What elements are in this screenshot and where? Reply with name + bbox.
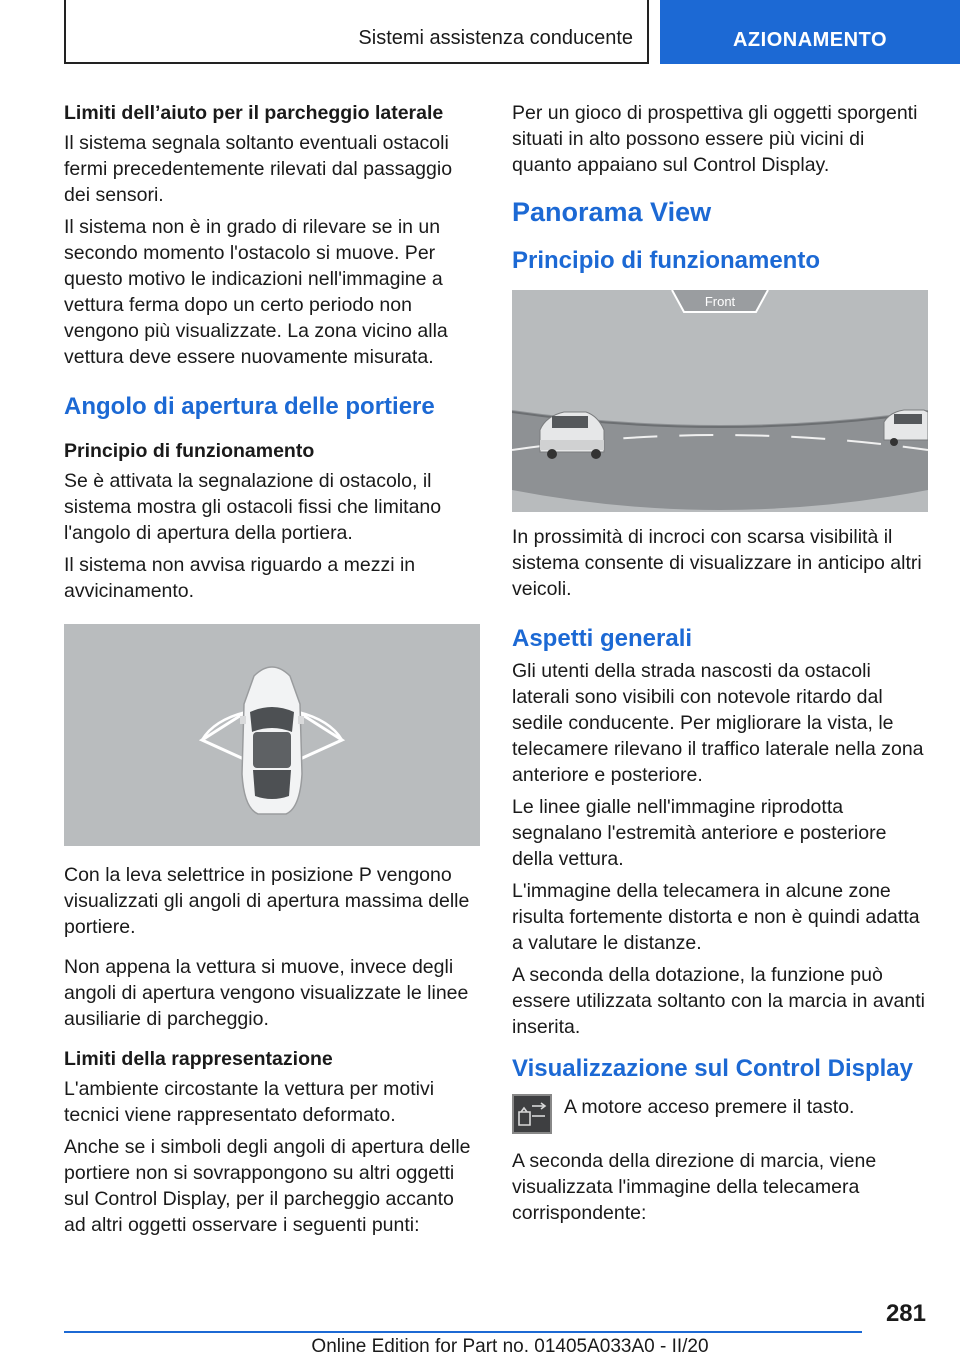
heading-angolo-apertura: Angolo di apertura delle portiere <box>64 393 435 420</box>
paragraph: In prossimità di incroci con scarsa visibilità il sistema consente di visualizzare in anticipo altri veicoli. <box>512 526 922 600</box>
paragraph: Per un gioco di prospettiva gli oggetti sporgenti situati in alto possono essere più vicini di quanto appaiano sul Control Display. <box>512 102 918 176</box>
paragraph: Gli utenti della strada nascosti da ostacoli laterali sono visibili con notevole ritardo dal sedile conducente. Per migliorare la vista, le telecamere rilevano il traffico laterale nella zona anteriore e posteriore. <box>512 660 924 786</box>
right-column <box>512 100 928 1232</box>
paragraph: Con la leva selettrice in posizione P vengono visualizzati gli angoli di apertura massima delle portiere. <box>64 864 470 938</box>
heading-panorama-view: Panorama View <box>512 197 712 227</box>
heading-principio-funzionamento: Principio di funzionamento <box>64 440 315 462</box>
button-instruction-row <box>512 1094 928 1134</box>
footer-divider <box>64 1331 862 1333</box>
panorama-view-button-icon <box>512 1094 552 1134</box>
paragraph: Le linee gialle nell'immagine riprodotta segnalano l'estremità anteriore e posteriore della vettura. <box>512 796 887 870</box>
heading-aspetti-generali: Aspetti generali <box>512 625 693 652</box>
paragraph: Anche se i simboli degli angoli di apertura delle portiere non si sovrappongono su altri oggetti sul Control Display, per il parcheggio accanto ad altri oggetti osservare i seguenti punti: <box>64 1136 471 1236</box>
paragraph: Non appena la vettura si muove, invece degli angoli di apertura vengono visualizzate le linee ausiliarie di parcheggio. <box>64 956 469 1030</box>
header-section-title-box <box>64 0 649 64</box>
paragraph: Il sistema non è in grado di rilevare se in un secondo momento l'ostacolo si muove. Per questo motivo le indicazioni nell'immagine a vettura ferma dopo un certo periodo non vengono più visualizzate. La zona vicino alla vettura deve essere nuovamente misurata. <box>64 216 448 368</box>
front-label: Front <box>704 294 736 309</box>
heading-limiti-aiuto: Limiti dell’aiuto per il parcheggio laterale <box>64 102 444 124</box>
left-car <box>540 412 604 459</box>
paragraph: A seconda della direzione di marcia, viene visualizzata l'immagine della telecamera corrispondente: <box>512 1150 877 1224</box>
left-column <box>64 100 480 1244</box>
header-chapter-title: AZIONAMENTO <box>732 29 887 51</box>
paragraph: L'immagine della telecamera in alcune zone risulta fortemente distorta e non è quindi adatta a valutare le distanze. <box>512 880 920 954</box>
heading-principio-funzionamento: Principio di funzionamento <box>512 247 820 274</box>
panorama-camera-illustration <box>512 290 928 512</box>
heading-visualizzazione: Visualizzazione sul Control Display <box>512 1055 913 1082</box>
header-section-title: Sistemi assistenza conducente <box>358 27 633 49</box>
paragraph: A seconda della dotazione, la funzione può essere utilizzata soltanto con la marcia in avanti inserita. <box>512 964 925 1038</box>
panorama-view-figure <box>512 290 928 512</box>
heading-limiti-rappresentazione: Limiti della rappresentazione <box>64 1048 333 1070</box>
paragraph: A motore acceso premere il tasto. <box>564 1096 855 1118</box>
page-number: 281 <box>885 1300 926 1327</box>
paragraph: Il sistema segnala soltanto eventuali ostacoli fermi precedentemente rilevati dal passaggio dei sensori. <box>64 132 453 206</box>
paragraph: Se è attivata la segnalazione di ostacolo, il sistema mostra gli ostacoli fissi che limitano l'angolo di apertura della portiera. <box>64 470 442 544</box>
footer-edition: Online Edition for Part no. 01405A033A0 - II/20 <box>311 1336 709 1357</box>
paragraph: Il sistema non avvisa riguardo a mezzi in avvicinamento. <box>64 554 416 602</box>
header-chapter-tab <box>660 0 960 64</box>
paragraph: L'ambiente circostante la vettura per motivi tecnici viene rappresentato deformato. <box>64 1078 435 1126</box>
door-opening-angle-figure <box>64 624 480 846</box>
car-top-view-illustration <box>64 624 480 846</box>
